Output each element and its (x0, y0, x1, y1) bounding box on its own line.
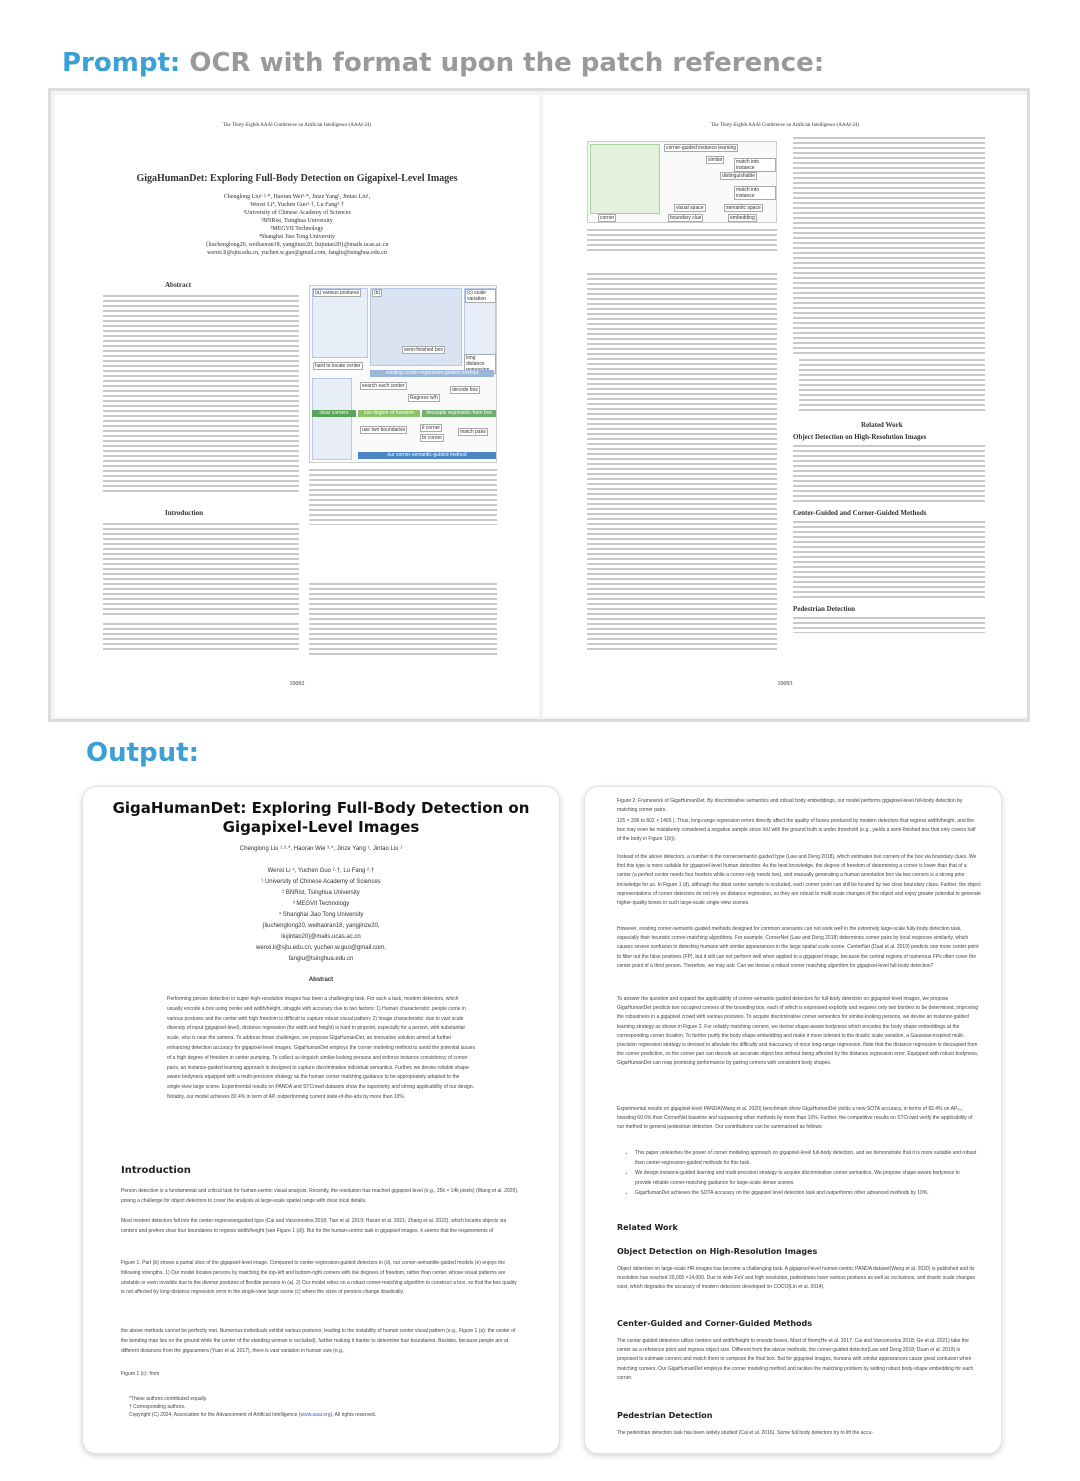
output-right-paragraph: However, existing corner-semantic-guided methods designed for common scenarios can not work well in the extremely large-scale fully-body detection task, especially their heuristic corner-matching algorithms. For example, CornerNet (Law and Deng 2018) determines corner pairs by local response similarity, which causes severe confusion in detecting humans with similar appearances in the large spatial scale scene. CenterNet (Dual et al. 2019) predicts one more center point to filter out the false positives (FP), but it still can not perform well when applied to a gigapixel image, because the central regions of numerous FPs often cover the center point of a third person. Therefore, we may ask: Can we devise a robust corner matching algorithm for gigapixel-level full-body detection? (617, 926, 979, 969)
fig1-tag: Regress w/h (410, 395, 438, 401)
output-affiliation: ¹ University of Chinese Academy of Sciences (261, 879, 381, 885)
fig2-tag: embedding (730, 215, 755, 221)
ref-objdet-heading: Object Detection on High-Resolution Images (793, 433, 927, 441)
aaai-link[interactable]: www.aaai.org (300, 1412, 331, 1418)
prompt-label: Prompt: (62, 48, 181, 78)
output-fig2-caption: Figure 2: Framework of GigaHumanDet. By discriminative semantics and robust body embeddings, our model performs gigapixel-level full-body detection by matching corner pairs. (617, 798, 963, 814)
fig2-image (590, 144, 660, 214)
ref-figure-1 (309, 285, 497, 463)
output-intro-heading: Introduction (121, 1165, 191, 1176)
output-abstract-text: Performing person detection in super-high-resolution images has been a challenging task. For such a task, modern detectors, which usually encode a box using center and width/height, struggle with accuracy due to two factors: 1) Human characteristic: people come in various postures and the center with high freedom is difficult to capture robust visual pattern; 2) Image characteristic: due to vast scale diversity of input (gigapixel-level), distance regression (for width and height) is hard to pinpoint, especially for a person, with substantial scale, who is near the camera. To address these challenges, we propose GigaHumanDet, an innovative solution aimed at further enhancing detection accuracy for gigapixel-level images. GigaHumanDet employs the corner modeling method to avoid the potential issues of a high degree of freedom in center pumping. To collect us-tinguish similar-looking persons and enforce instance consistency of corner pairs, an instance-guided learning approach is designed to capture discriminative individual semantics. Further, we devise reliable shape-aware bodyness equipped with a multi-precision strategy as the human corner matching guidance to be appropriately adapted to the single-view large scene. Experimental results on PANDA and STCrowd datasets show the superiority and strong applicability of our design. Notably, our model achieves 82.4% in term of AP, outperforming current state-of-the-arts by more than 10%. (167, 996, 475, 1100)
fig1-bar-decouple: decouple regression from box quality (422, 410, 496, 417)
output-page-right (584, 786, 1002, 1454)
fig1-panel-b (370, 288, 462, 366)
ref-left-col2-text (309, 583, 497, 657)
fig1-bar-freedom: low degree of freedom (358, 410, 420, 417)
ref-affiliation: ¹University of Chinese Academy of Sciences (243, 210, 351, 216)
fig1-bar-existing: existing center-regression-guided method (370, 370, 494, 377)
ref-related-heading: Related Work (861, 421, 903, 429)
ref-conference-header: The Thirty-Eighth AAAI Conference on Artificial Intelligence (AAAI-24) (710, 123, 860, 128)
output-footnotes (129, 1395, 519, 1419)
reference-page-left (55, 95, 539, 717)
ref-right-col1-text (587, 273, 777, 653)
output-ped-paragraph: The pedestrian detection task has been widely studied (Cai et al. 2016). Some full body detectors try to lift the accu- (617, 1430, 873, 1436)
fig2-tag: match into instance (734, 186, 776, 200)
ref-affiliation: ³MEGVII Technology (270, 226, 324, 232)
ref-abstract-text (103, 295, 299, 495)
ref-contributions (799, 359, 985, 411)
fig1-tag: long distance (464, 354, 496, 374)
ref-ped-heading: Pedestrian Detection (793, 605, 856, 613)
contribution-item: • This paper unleashes the power of corner modeling approach on gigapixel-level full-body detection, and we demonstrate that it is more suitable and robust than center-regression-guided methods for this task. (635, 1149, 977, 1168)
output-intro-paragraph: Figure 1 (c): from (121, 1371, 160, 1377)
fig2-tag: boundary clue (670, 215, 702, 221)
ref-authors-block (115, 193, 479, 257)
output-related-heading: Related Work (617, 1223, 678, 1232)
copyright-suffix: ). All rights reserved. (330, 1412, 377, 1418)
output-right-paragraph: Instead of the above detectors, a number is the cornersemantic-guided type (Law and Deng 2018), which estimates two corners of the box via boundary clues. We find this type is more suitable for gigapixel-level human detection: As the best knowledge, the degree of freedom of determining a corner is lower than that of a center (a perfect center needs four borders while a corner-only needs two), and manually generating a human annotation box via two corners is a strong prior knowledge for us. In Figure 1 (d), although the ideal center sample is occluded, each corner point can still be located by two clear boundary clues. Further, the object representations of corner detectors do not rely on distance regression, so they are robust to multi-scale changes of the object and enjoy greater potential to generate higher-quality boxes in such large-scale single-view scenes. (617, 854, 981, 907)
output-right-paragraph: To answer the question and expand the applicability of corner-semantic-guided detectors for full-body detection on gigapixel-level images, we propose GigaHumanDet predicts two occupied corners of the bounding box, each of which is expressed explicitly and requires only two borders to be determined, improving the robustness in a gigapixel crowd with various postures. To acquire discriminative corner semantics for similar-looking persons, we devise an instance-guided learning strategy as shown in Figure 2. For reliably matching corners, we devise shape-aware bodyness which encodes the body shape embeddings at the corresponding corner location. To further purify the body shape embedding and make it more tolerant to the drastic scale variation, a Gaussian-inspired multi-precision regression strategy is devised to alleviate the difficulty and inaccuracy of once long-range regression. Note that the distance regression is decoupled from the corner prediction, so the corner pair can decode an accurate object box without being affected by the distance regression error. Equipped with robust bodyness, GigaHumanDet can reap promising performance by pairing corners with consistent body shapes. (617, 996, 979, 1067)
output-cc-paragraph: The center-guided detectors utilize centers and width/height to encode boxes. Most of them(He et al. 2017; Cai and Vasconcelos 2018; Ge et al. 2021) take the center as a reference point and regress object size. Different from the above methods, the corner-guided detector(Law and Deng 2018; Duan et al. 2019) is proposed to estimate corners and match them to compose the final box. But for gigapixel images, humans with similar appearances cause great confusion when matching corners. Our GigaHumanDet employs the corner modeling method and tackles the matching problem by setting robust body-shape embedding for each corner. (617, 1338, 974, 1381)
ref-fig2-caption (587, 229, 777, 251)
fig1-panel-a (312, 288, 368, 358)
fig1-tag: (b) (374, 290, 381, 296)
output-intro-paragraph: Most modern detectors fall into the center-regressionguided type (Cai and Vasconcelos 2018; Tian et al. 2019; Hasan et al. 2021; Zhang et al. 2022), which locates objects via centers and prefers clear four boundaries to regress width/height (see Figure 1 (d)). But for the human-centric task in gigapixel images, it seems that the requirements of (121, 1218, 507, 1234)
fig1-bar-ours: our corner-semantic-guided method (358, 452, 496, 459)
ref-ped-text (793, 617, 985, 633)
ref-emails: wenxi.li@sjtu.edu.cn, yuchen.w.guo@gmail.com, fanglu@tsinghua.edu.cn (207, 250, 387, 256)
ref-figure-2 (587, 141, 777, 223)
ref-abstract-heading: Abstract (165, 281, 192, 289)
contribution-item: • GigaHumanDet achieves the SOTA accuracy on the gigapixel level detection task and outperforms other advanced methods by 10%. (635, 1189, 977, 1199)
ref-page-number-right: 10093 (777, 681, 793, 687)
reference-page-right (543, 95, 1027, 717)
fig1-panel-d (312, 378, 352, 460)
output-intro-paragraph: the above methods cannot be perfectly met. Numerous individuals exhibit various postures, leading to the instability of human center visual pattern (e.g., Figure 1 (a): the center of the bending man lies on the ground while the center of the standing woman is occluded), further making it harder to determine four boundaries. Besides, because people are at different distances from the gigacamera (Yuan et al. 2017), there is vast variation in human size (e.g., (121, 1328, 516, 1354)
fig1-tag: (c) scale variation (465, 289, 496, 303)
ref-objdet-text (793, 445, 985, 503)
fig1-tag: tl corner (422, 425, 441, 431)
copyright-prefix: Copyright (C) 2024, Association for the Advancement of Artificial Intelligence ( (129, 1412, 301, 1418)
fig1-tag: decode box (452, 387, 478, 393)
output-affiliation: ² BNRist, Tsinghua University (282, 890, 360, 896)
output-ped-heading: Pedestrian Detection (617, 1411, 713, 1420)
reference-image-frame (48, 88, 1030, 722)
fig1-tag: match pairs (460, 429, 486, 435)
fig2-tag: distinguishable (722, 173, 756, 179)
fig1-tag: semi-finished box (404, 347, 443, 353)
ref-intro-heading: Introduction (165, 509, 203, 517)
output-cc-heading: Center-Guided and Corner-Guided Methods (617, 1319, 813, 1328)
ref-footnotes (103, 623, 299, 651)
output-email: fanglu@tsinghua.edu.cn (288, 956, 354, 962)
fig2-tag: semantic space (726, 205, 761, 211)
output-footnote: † Corresponding authors. (129, 1404, 186, 1410)
ref-authors-line: Chenglong Liu¹·²·*, Haoran Wei³·*, Jinze Yang¹, Jintao Liu¹, (223, 194, 371, 200)
fig1-tag: use two boundaries (362, 427, 406, 433)
ref-affiliation: ²BNRist, Tsinghua University (261, 218, 333, 224)
ref-cc-text (793, 521, 985, 599)
fig1-bar-corners: clear corners (312, 410, 356, 417)
output-paper-title: GigaHumanDet: Exploring Full-Body Detection on Gigapixel-Level Images (112, 799, 530, 836)
output-footnote: *These authors contributed equally. (129, 1396, 208, 1402)
ref-page-number-left: 10092 (289, 681, 305, 687)
output-right-paragraph: Experimental results on gigapixel-level PANDA(Wang et al. 2020) benchmark show GigaHumanDet yields a new SOTA accuracy, in terms of 82.4% on AP₅₀, boosting 60.6% than CornerNet baseline and surpassing other methods by more than 10%. Further, the competitive results on STCrowd verify the applicability of our method to general pedestrian detection. Our contributions can be summarized as follows: (617, 1106, 973, 1131)
output-authors-line: Chenglong Liu ¹·²·*, Haoran Wei ³·*, Jinze Yang ¹, Jintao Liu ¹ (239, 846, 403, 852)
fig1-tag: br corner (422, 435, 443, 441)
output-heading: Output: (86, 738, 199, 768)
contribution-item: • We design instance-guided learning and multi-precision strategy to acquire discriminative corner semantics. We propose shape-aware bodyness to provide reliable corner-matching guidance for large-scale dense scenes. (635, 1169, 977, 1188)
ref-fig1-caption (309, 469, 497, 525)
fig2-tag: corner (600, 215, 615, 221)
fig1-tag: (a) various postures (315, 290, 360, 296)
output-fig1-caption: Figure 1: Part (b) shows a partial slice of the gigapixel-level image. Compared to center-regression-guided detectors in (d), our corner-semantite-guided models (e) enjoys the following strengths. 1) Our model locates persons by matching the top-left and bottom-right corners with low degrees of freedom, rather than center, whose visual patterns are unstable or even invisible due to the diverse postures of flexible persons in (a). 2) Our model relies on a robust corner-matching algorithm to construct a box, so that the box quality is not affected by long-distance regression error in the single-view large scene (c) where the sizes of persons change drastically. (121, 1260, 517, 1296)
ref-affiliation: ⁴Shanghai Jiao Tong University (258, 234, 336, 240)
output-page-left (82, 786, 560, 1454)
ref-cc-heading: Center-Guided and Corner-Guided Methods (793, 509, 927, 517)
ref-authors-line: Wenxi Li⁴, Yuchen Guo²·†, Lu Fang²·† (250, 202, 344, 208)
fig2-tag: similar (708, 157, 723, 163)
output-email: {liuchenglong20, weihaoran18, yangjinze20, (262, 923, 380, 929)
ref-paper-title: GigaHumanDet: Exploring Full-Body Detection on Gigapixel-Level Images (136, 173, 458, 184)
output-abstract-heading: Abstract (308, 977, 334, 983)
output-contributions-list (621, 1149, 977, 1200)
output-email: wenxi.li@sjtu.edu.cn, yuchen.w.guo@gmail.com, (256, 945, 386, 951)
output-objdet-heading: Object Detection on High-Resolution Images (617, 1247, 818, 1256)
fig1-tag: search each center (362, 383, 405, 389)
prompt-text: OCR with format upon the patch reference: (189, 48, 825, 78)
prompt-heading (62, 48, 824, 78)
output-email: liujintao20}@mails.ucas.ac.cn (281, 934, 361, 940)
output-intro-paragraph: Person detection is a fundamental and critical task for human-centric visual analysis. Recently, the resolution has reached gigapixel level (e.g., 25k × 14k pixels) (Wang et al. 2020), posing a challenge for object detectors to cover the analysis at large-scale spatial range with clear local details. (121, 1188, 519, 1204)
output-affiliation: ⁴ Shanghai Jiao Tong University (278, 912, 364, 918)
ref-intro-text (103, 523, 299, 615)
fig2-tag: visual space (676, 205, 704, 211)
ref-right-col2-text (793, 137, 985, 355)
ref-emails: {liuchenglong20, weihaoran18, yangjinze20, liujintao20}@mails.ucas.ac.cn (205, 242, 389, 248)
fig2-tag: match into instance (734, 158, 776, 172)
ref-conference-header: The Thirty-Eighth AAAI Conference on Artificial Intelligence (AAAI-24) (222, 123, 372, 128)
output-objdet-paragraph: Object detection on large-scale HR images has become a challenging task. A gigapixel-level human-centric PANDA dataset(Wang et al. 2020) is published and its resolution has reached 25,000 ×14,000. Due to wide FoV and high resolution, pedestrians have various postures as well as occlusions, and drastic scale changes exist, which degrades the accuracy of modern detectors developed on COCO(Lin et al. 2014). (617, 1266, 975, 1291)
output-copyright (129, 1411, 519, 1419)
fig2-tag: corner-guided instance learning (666, 145, 737, 151)
output-right-paragraph: 125 × 336 to 602 × 1465 ). Thus, long-range regression errors directly affect the quality of boxes produced by modern detectors that regress width/height, and the box may even be mistakenly considered a negative sample since IoU with the ground truth is under threshold (e.g., yields a semi-finished box that only covers half of the body in Figure 1(b)). (617, 818, 976, 843)
output-authors-line: Wenxi Li ⁴, Yuchen Guo ²·†, Lu Fang ²·† (267, 868, 375, 874)
output-affiliation: ³ MEGVII Technology (292, 901, 350, 907)
fig1-tag: hard to locate center (315, 363, 361, 369)
